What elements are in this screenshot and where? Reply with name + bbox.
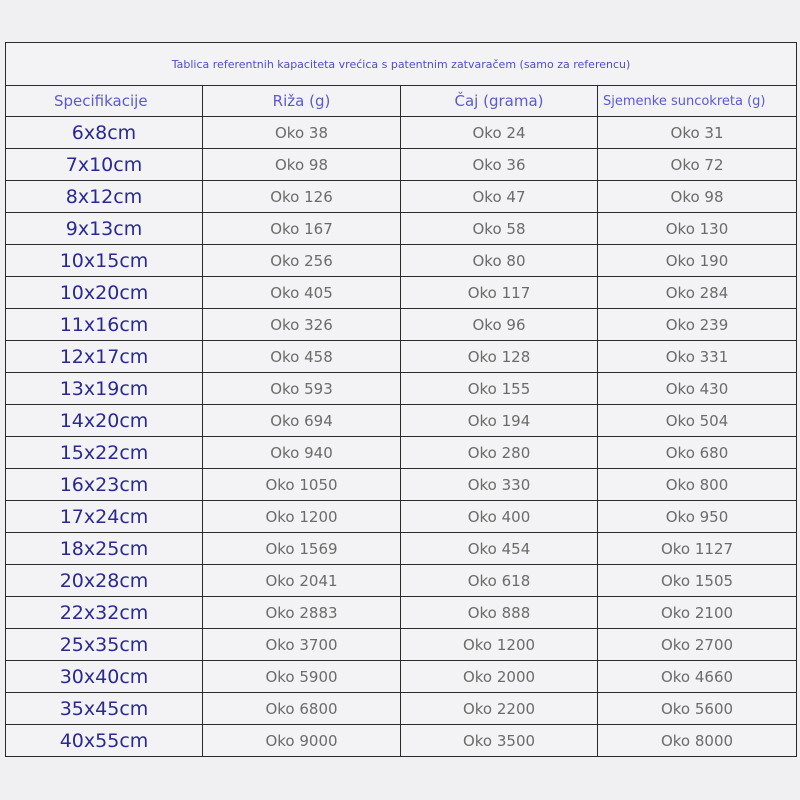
seeds-cell: Oko 72 — [598, 149, 797, 181]
table-row — [6, 373, 797, 405]
size-cell: 18x25cm — [6, 533, 203, 565]
seeds-cell: Oko 2700 — [598, 629, 797, 661]
tea-cell: Oko 2000 — [401, 661, 598, 693]
rice-cell: Oko 3700 — [203, 629, 401, 661]
tea-cell: Oko 36 — [401, 149, 598, 181]
seeds-cell: Oko 4660 — [598, 661, 797, 693]
tea-cell: Oko 47 — [401, 181, 598, 213]
title-row — [6, 43, 797, 86]
table-row — [6, 341, 797, 373]
seeds-cell: Oko 331 — [598, 341, 797, 373]
rice-cell: Oko 593 — [203, 373, 401, 405]
rice-cell: Oko 98 — [203, 149, 401, 181]
tea-cell: Oko 117 — [401, 277, 598, 309]
size-cell: 35x45cm — [6, 693, 203, 725]
seeds-cell: Oko 31 — [598, 117, 797, 149]
tea-cell: Oko 330 — [401, 469, 598, 501]
rice-cell: Oko 126 — [203, 181, 401, 213]
table-row — [6, 597, 797, 629]
rice-cell: Oko 9000 — [203, 725, 401, 757]
seeds-cell: Oko 284 — [598, 277, 797, 309]
table-row — [6, 181, 797, 213]
size-cell: 10x15cm — [6, 245, 203, 277]
tea-cell: Oko 155 — [401, 373, 598, 405]
table-title: Tablica referentnih kapaciteta vrećica s patentnim zatvaračem (samo za referencu) — [6, 43, 797, 86]
tea-cell: Oko 58 — [401, 213, 598, 245]
table-row — [6, 469, 797, 501]
tea-cell: Oko 96 — [401, 309, 598, 341]
size-cell: 8x12cm — [6, 181, 203, 213]
table-row — [6, 661, 797, 693]
table-row — [6, 437, 797, 469]
seeds-cell: Oko 239 — [598, 309, 797, 341]
size-cell: 22x32cm — [6, 597, 203, 629]
seeds-cell: Oko 2100 — [598, 597, 797, 629]
size-cell: 12x17cm — [6, 341, 203, 373]
header-seeds: Sjemenke suncokreta (g) — [598, 86, 797, 117]
table-row — [6, 277, 797, 309]
tea-cell: Oko 888 — [401, 597, 598, 629]
table-row — [6, 117, 797, 149]
tea-cell: Oko 1200 — [401, 629, 598, 661]
table-row — [6, 565, 797, 597]
rice-cell: Oko 2883 — [203, 597, 401, 629]
rice-cell: Oko 458 — [203, 341, 401, 373]
table-row — [6, 309, 797, 341]
seeds-cell: Oko 130 — [598, 213, 797, 245]
size-cell: 9x13cm — [6, 213, 203, 245]
seeds-cell: Oko 680 — [598, 437, 797, 469]
tea-cell: Oko 454 — [401, 533, 598, 565]
seeds-cell: Oko 430 — [598, 373, 797, 405]
size-cell: 14x20cm — [6, 405, 203, 437]
tea-cell: Oko 24 — [401, 117, 598, 149]
size-cell: 30x40cm — [6, 661, 203, 693]
seeds-cell: Oko 8000 — [598, 725, 797, 757]
size-cell: 16x23cm — [6, 469, 203, 501]
size-cell: 10x20cm — [6, 277, 203, 309]
size-cell: 17x24cm — [6, 501, 203, 533]
rice-cell: Oko 940 — [203, 437, 401, 469]
seeds-cell: Oko 504 — [598, 405, 797, 437]
rice-cell: Oko 1050 — [203, 469, 401, 501]
table-row — [6, 149, 797, 181]
size-cell: 20x28cm — [6, 565, 203, 597]
rice-cell: Oko 1569 — [203, 533, 401, 565]
tea-cell: Oko 194 — [401, 405, 598, 437]
header-row — [6, 86, 797, 117]
tea-cell: Oko 280 — [401, 437, 598, 469]
rice-cell: Oko 405 — [203, 277, 401, 309]
rice-cell: Oko 694 — [203, 405, 401, 437]
seeds-cell: Oko 950 — [598, 501, 797, 533]
rice-cell: Oko 5900 — [203, 661, 401, 693]
table-row — [6, 693, 797, 725]
tea-cell: Oko 128 — [401, 341, 598, 373]
size-cell: 7x10cm — [6, 149, 203, 181]
size-cell: 25x35cm — [6, 629, 203, 661]
rice-cell: Oko 326 — [203, 309, 401, 341]
tea-cell: Oko 80 — [401, 245, 598, 277]
capacity-table — [5, 42, 797, 757]
table-row — [6, 725, 797, 757]
table-row — [6, 245, 797, 277]
header-rice: Riža (g) — [203, 86, 401, 117]
seeds-cell: Oko 1505 — [598, 565, 797, 597]
seeds-cell: Oko 1127 — [598, 533, 797, 565]
seeds-cell: Oko 98 — [598, 181, 797, 213]
rice-cell: Oko 256 — [203, 245, 401, 277]
table-row — [6, 213, 797, 245]
tea-cell: Oko 2200 — [401, 693, 598, 725]
size-cell: 11x16cm — [6, 309, 203, 341]
table-row — [6, 629, 797, 661]
size-cell: 6x8cm — [6, 117, 203, 149]
header-tea: Čaj (grama) — [401, 86, 598, 117]
seeds-cell: Oko 190 — [598, 245, 797, 277]
rice-cell: Oko 1200 — [203, 501, 401, 533]
size-cell: 15x22cm — [6, 437, 203, 469]
table-row — [6, 533, 797, 565]
rice-cell: Oko 38 — [203, 117, 401, 149]
size-cell: 40x55cm — [6, 725, 203, 757]
size-cell: 13x19cm — [6, 373, 203, 405]
tea-cell: Oko 618 — [401, 565, 598, 597]
rice-cell: Oko 2041 — [203, 565, 401, 597]
tea-cell: Oko 400 — [401, 501, 598, 533]
rice-cell: Oko 6800 — [203, 693, 401, 725]
table-row — [6, 501, 797, 533]
table-row — [6, 405, 797, 437]
seeds-cell: Oko 5600 — [598, 693, 797, 725]
seeds-cell: Oko 800 — [598, 469, 797, 501]
header-spec: Specifikacije — [6, 86, 203, 117]
rice-cell: Oko 167 — [203, 213, 401, 245]
tea-cell: Oko 3500 — [401, 725, 598, 757]
